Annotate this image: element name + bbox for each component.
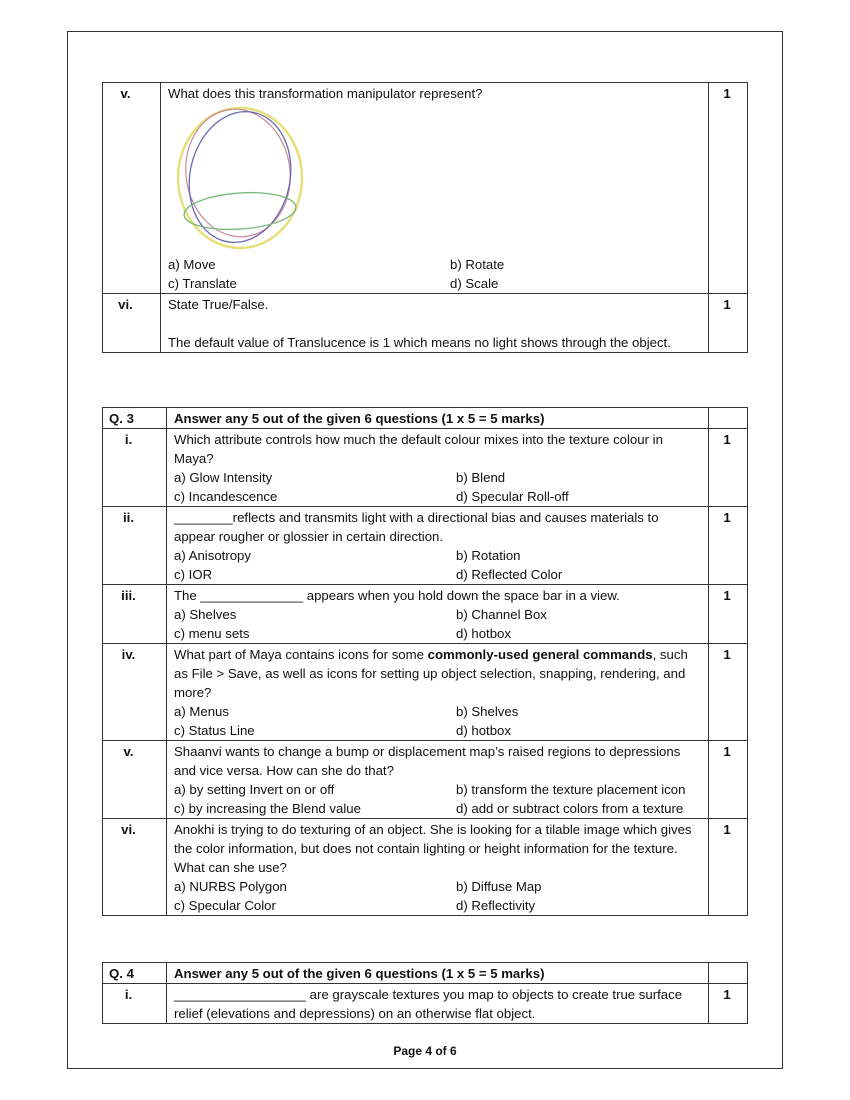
question-text: The ______________ appears when you hold down the space bar in a view. [174,588,620,603]
answer-option[interactable]: c) Status Line [174,723,255,738]
rotate-manipulator-image [168,103,702,255]
answer-option[interactable]: a) Menus [174,704,229,719]
answer-options [174,468,702,506]
answer-option[interactable]: c) IOR [174,567,213,582]
question-number: vi. [103,294,161,353]
question-text: The default value of Translucence is 1 which means no light shows through the object. [168,335,671,350]
question-body [167,585,709,644]
spacer [168,314,702,333]
answer-option[interactable]: c) by increasing the Blend value [174,801,361,816]
question-table [102,82,748,353]
answer-option[interactable]: b) transform the texture placement icon [456,782,686,797]
question-number: v. [103,83,161,294]
question-number: iv. [103,644,167,741]
question-row [103,819,748,916]
answer-option[interactable]: a) Move [168,257,216,272]
text-part: , such as File > Save, as well as icons for setting up object selection, snapping, rendering, and more? [174,647,688,700]
question-text: What does this transformation manipulator represent? [168,86,483,101]
page-number: Page 4 of 6 [393,1044,457,1058]
question-marks: 1 [709,429,748,507]
answer-option[interactable]: d) Reflectivity [456,898,536,913]
question-marks: 1 [709,984,748,1024]
question-marks: 1 [709,741,748,819]
answer-options [174,780,702,818]
answer-option[interactable]: a) Shelves [174,607,237,622]
question-body [167,429,709,507]
section-instructions: Answer any 5 out of the given 6 questions (1 x 5 = 5 marks) [167,408,709,429]
answer-option[interactable]: b) Blend [456,470,506,485]
question-row [103,644,748,741]
answer-option[interactable]: a) by setting Invert on or off [174,782,335,797]
answer-option[interactable]: a) NURBS Polygon [174,879,287,894]
question-text [174,645,702,702]
section-number: Q. 3 [103,408,167,429]
question-body [161,83,709,294]
answer-option[interactable]: b) Channel Box [456,607,547,622]
question-number: iii. [103,585,167,644]
question-marks: 1 [709,819,748,916]
question-row [103,294,748,353]
question-number: ii. [103,507,167,585]
answer-option[interactable]: d) add or subtract colors from a texture [456,801,684,816]
question-text: State True/False. [168,297,269,312]
question-row [103,984,748,1024]
section-instructions: Answer any 5 out of the given 6 questions (1 x 5 = 5 marks) [167,963,709,984]
question-body [161,294,709,353]
answer-option[interactable]: b) Diffuse Map [456,879,542,894]
question-text: Which attribute controls how much the default colour mixes into the texture colour in Maya? [174,432,663,466]
question-number: v. [103,741,167,819]
answer-option[interactable]: c) menu sets [174,626,250,641]
answer-option[interactable]: c) Specular Color [174,898,276,913]
answer-option[interactable]: b) Rotation [456,548,521,563]
question-text: Anokhi is trying to do texturing of an object. She is looking for a tilable image which gives the color information, but does not contain lighting or height information for the texture. [174,822,692,856]
question-text: __________________ are grayscale textures you map to objects to create true surface relief (elevations and depressions) on an otherwise flat object. [174,987,683,1021]
answer-options [174,605,702,643]
question-text: What can she use? [174,860,287,875]
question-marks: 1 [709,585,748,644]
section-number: Q. 4 [103,963,167,984]
question-body [167,507,709,585]
answer-option[interactable]: b) Rotate [450,257,505,272]
answer-options [174,877,702,915]
question-row [103,83,748,294]
question-table [102,407,748,916]
answer-option[interactable]: d) Scale [450,276,499,291]
marks-header [709,963,748,984]
section-header-row [103,963,748,984]
question-body [167,819,709,916]
question-number: i. [103,984,167,1024]
answer-option[interactable]: a) Anisotropy [174,548,251,563]
answer-option[interactable]: d) hotbox [456,723,511,738]
question-marks: 1 [709,83,748,294]
question-text: Shaanvi wants to change a bump or displacement map’s raised regions to depressions and vice versa. How can she do that? [174,744,681,778]
answer-option[interactable]: b) Shelves [456,704,519,719]
question-row [103,741,748,819]
answer-option[interactable]: d) hotbox [456,626,511,641]
answer-options [174,546,702,584]
question-marks: 1 [709,507,748,585]
question-number: i. [103,429,167,507]
question-row [103,429,748,507]
question-text: ________reflects and transmits light with a directional bias and causes materials to appear rougher or glossier in certain direction. [174,510,659,544]
question-body [167,644,709,741]
text-part: What part of Maya contains icons for some [174,647,428,662]
answer-option[interactable]: c) Translate [168,276,237,291]
answer-option[interactable]: c) Incandescence [174,489,278,504]
answer-option[interactable]: d) Reflected Color [456,567,563,582]
question-body [167,741,709,819]
bold-text: commonly-used general commands [427,647,653,662]
question-table [102,962,748,1024]
question-number: vi. [103,819,167,916]
marks-header [709,408,748,429]
answer-option[interactable]: d) Specular Roll-off [456,489,569,504]
answer-option[interactable]: a) Glow Intensity [174,470,273,485]
section-header-row [103,408,748,429]
question-body [167,984,709,1024]
question-row [103,585,748,644]
question-marks: 1 [709,294,748,353]
question-row [103,507,748,585]
question-marks: 1 [709,644,748,741]
answer-options [174,702,702,740]
answer-options [168,255,702,293]
